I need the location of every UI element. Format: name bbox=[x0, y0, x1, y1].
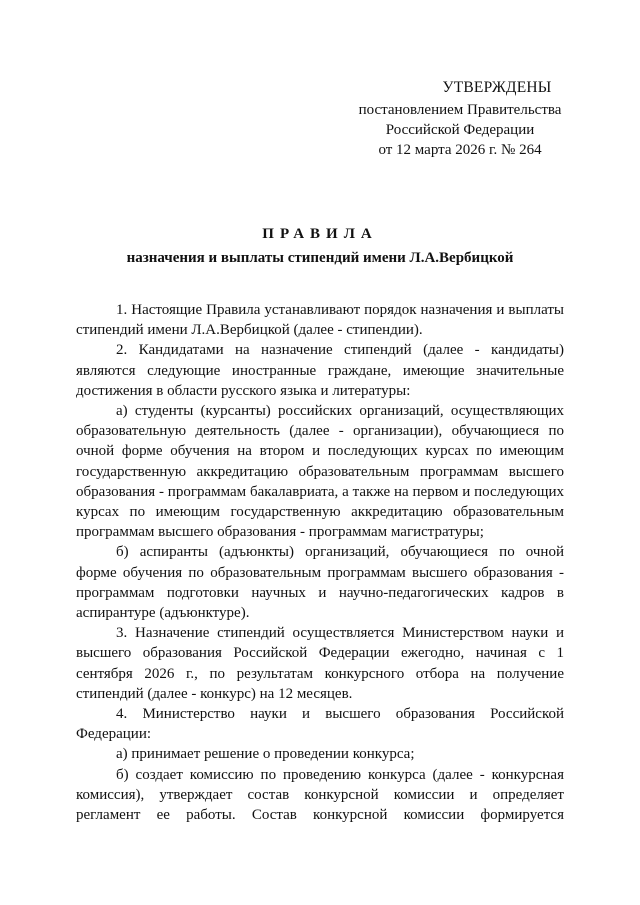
paragraph-4b: б) создает комиссию по проведению конкурса (далее - конкурсная комиссия), утверждает состав конкурсной комиссии и определяет регламент ее работы. Состав конкурсной комиссии формируется bbox=[76, 766, 564, 824]
paragraph-2a: а) студенты (курсанты) российских организаций, осуществляющих образовательную деятельность (далее - организации), обучающиеся по очной форме обучения на втором и последующих курсах по имеющим государственную аккредитацию образовательным программам высшего образования - программам бакалавриата, а также на первом и последующих курсах по имеющим государственную аккредитацию образовательным программам высшего образования - программам магистратуры; bbox=[76, 403, 564, 541]
approval-line-1: постановлением Правительства bbox=[358, 102, 562, 118]
approval-line-3: от 12 марта 2026 г. № 264 bbox=[378, 142, 542, 158]
document-title: ПРАВИЛА bbox=[262, 226, 378, 242]
paragraph-4: 4. Министерство науки и высшего образования Российской Федерации: bbox=[76, 706, 564, 743]
approval-stamp bbox=[340, 78, 580, 160]
paragraph-2: 2. Кандидатами на назначение стипендий (далее - кандидаты) являются следующие иностранные граждане, имеющие значительные достижения в области русского языка и литературы: bbox=[76, 342, 564, 399]
paragraph-3: 3. Назначение стипендий осуществляется Министерством науки и высшего образования Российской Федерации ежегодно, начиная с 1 сентября 2026 г., по результатам конкурсного отбора на получение стипендий (далее - конкурс) на 12 месяцев. bbox=[76, 625, 564, 702]
paragraph-4a: а) принимает решение о проведении конкурса; bbox=[116, 746, 415, 763]
paragraph-1: 1. Настоящие Правила устанавливают порядок назначения и выплаты стипендий имени Л.А.Вербицкой (далее - стипендии). bbox=[76, 302, 564, 339]
paragraph-2b: б) аспиранты (адъюнкты) организаций, обучающиеся по очной форме обучения по образовательным программам высшего образования - программам подготовки научных и научно-педагогических кадров в аспирантуре (адъюнктуре). bbox=[76, 544, 564, 622]
document-subtitle: назначения и выплаты стипендий имени Л.А.Вербицкой bbox=[126, 250, 514, 266]
approval-line-2: Российской Федерации bbox=[385, 122, 535, 138]
approval-heading: УТВЕРЖДЕНЫ bbox=[442, 79, 552, 96]
document-body bbox=[76, 300, 564, 825]
